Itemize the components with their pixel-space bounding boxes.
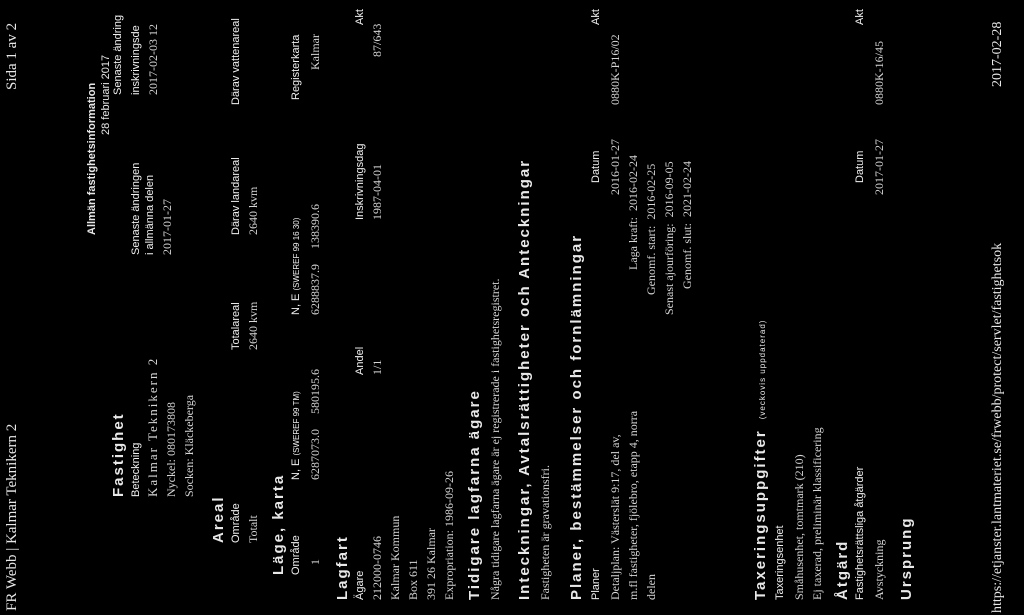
planer-datum-label: Datum	[590, 150, 602, 183]
registerkarta-label: Registerkarta	[290, 34, 302, 100]
nyckel-value: Nyckel: 080173808	[164, 402, 178, 497]
planer-line1: Detaljplan: Västerslät 9:17, del av,	[608, 434, 622, 600]
agare-orgnr: 212000-0746	[370, 536, 384, 600]
atgard-akt-value: 0880K-16/45	[872, 41, 886, 105]
planer-line2: m.fl fastigheter, fjölebro, etapp 4, norra	[626, 410, 640, 600]
senaste-andring-inskr-label2: inskrivningsde	[130, 25, 142, 95]
registerkarta-value: Kalmar	[308, 34, 322, 70]
senast-ajourforing: Senast ajourföring: 2016-09-05	[662, 161, 676, 315]
taxering-note: (veckovis uppdaterad)	[758, 319, 767, 420]
inteckningar-text: Fastigheten är gravationsfri.	[538, 465, 552, 600]
section-lage-title: Läge, karta	[270, 473, 287, 575]
section-lagfart-title: Lagfart	[334, 535, 351, 600]
agare-adress1: Box 611	[406, 559, 420, 600]
section-planer-title: Planer, bestämmelser och fornlämningar	[568, 233, 585, 600]
expropriation: Expropriation: 1986-09-26	[442, 471, 456, 600]
ne1-label	[290, 391, 302, 480]
planer-akt-label: Akt	[590, 9, 602, 25]
section-atgard-title: Åtgärd	[834, 539, 851, 600]
lage-omrade-label: Område	[290, 535, 302, 575]
lage-omrade-value: 1	[308, 559, 322, 565]
section-taxering-header	[752, 320, 770, 600]
info-title: Allmän fastighetsinformation	[86, 82, 98, 235]
atgard-value: Avstyckning	[872, 539, 886, 600]
tidigare-text: Några tidigare lagfarna ägare är ej registrerade i fastighetsregistret.	[488, 278, 502, 600]
laga-kraft: Laga kraft: 2016-02-24	[626, 155, 640, 270]
andel-value: 1/1	[370, 359, 384, 375]
agare-label: Ägare	[354, 570, 366, 600]
senaste-andring-allm-label: Senaste ändringen	[130, 162, 142, 255]
areal-omrade-label: Område	[230, 503, 242, 543]
socken-value: Socken: Kläckeberga	[182, 394, 196, 497]
ne1-label-sub: (SWEREF 99 TM)	[292, 391, 301, 456]
ne1-label-text: N, E	[290, 458, 302, 480]
footer-url: https://etjanster.lantmateriet.se/frwebb/protect/servlet/fastighetsok	[990, 242, 1005, 613]
taxering-line2: Ej taxerad, preliminär klassificering	[810, 427, 824, 600]
agare-namn: Kalmar Kommun	[388, 515, 402, 600]
areal-omrade-value: Totalt	[246, 515, 260, 543]
totalareal-value: 2640 kvm	[246, 301, 260, 350]
landareal-label: Därav landareal	[230, 157, 242, 235]
planer-datum1: 2016-01-27	[608, 139, 622, 195]
landareal-value: 2640 kvm	[246, 186, 260, 235]
senaste-andring-allm-label2: i allmänna delen	[144, 174, 156, 255]
section-tidigare-title: Tidigare lagfarna ägare	[466, 389, 483, 600]
info-date: 28 februari 2017	[100, 54, 112, 135]
atgard-datum-label: Datum	[854, 150, 866, 183]
lagfart-akt-value: 87/643	[370, 23, 384, 57]
andel-label: Andel	[354, 346, 366, 375]
atgard-akt-label: Akt	[854, 9, 866, 25]
footer-date: 2017-02-28	[990, 21, 1005, 87]
lagfart-akt-label: Akt	[354, 9, 366, 25]
planer-akt1: 0880K-P16/02	[608, 34, 622, 105]
atgard-datum-value: 2017-01-27	[872, 139, 886, 195]
beteckning-label: Beteckning	[130, 442, 142, 497]
senaste-andring-inskr-value: 2017-02-03 12	[146, 24, 160, 95]
planer-label: Planer	[590, 568, 602, 600]
ne2-value: 6288837.9 138390.6	[308, 204, 322, 315]
agare-adress2: 391 26 Kalmar	[424, 528, 438, 600]
ne1-value: 6287073.0 580195.6	[308, 369, 322, 480]
planer-line3: delen	[644, 574, 658, 600]
taxeringsenhet-label: Taxeringsenhet	[774, 525, 786, 600]
senaste-andring-inskr-label: Senaste ändring	[112, 14, 124, 95]
page-header-title: FR Webb | Kalmar Teknikern 2	[4, 423, 20, 611]
genomf-start: Genomf. start: 2016-02-25	[644, 163, 658, 295]
vattenareal-label: Därav vattenareal	[230, 18, 242, 105]
ne2-label-text: N, E	[290, 293, 302, 315]
atgard-label: Fastighetsrättsliga åtgärder	[854, 466, 866, 600]
genomf-slut: Genomf. slut: 2021-02-24	[680, 161, 694, 289]
section-ursprung-title: Ursprung	[898, 516, 915, 600]
beteckning-value: Kalmar Teknikern 2	[145, 356, 160, 497]
section-taxering-title: Taxeringsuppgifter	[752, 429, 769, 600]
ne2-label-sub: (SWEREF 99 16 30)	[292, 217, 301, 291]
section-inteckningar-title: Inteckningar, Avtalsrättigheter och Anteckningar	[516, 158, 533, 600]
ne2-label	[290, 218, 302, 315]
totalareal-label: Totalareal	[230, 302, 242, 350]
inskrivningsdag-value: 1987-04-01	[370, 164, 384, 220]
section-areal-title: Areal	[210, 495, 227, 543]
taxering-line1: Småhusenhet, tomtmark (210)	[792, 454, 806, 600]
senaste-andring-allm-value: 2017-01-27	[160, 199, 174, 255]
section-fastighet-title: Fastighet	[110, 412, 127, 497]
inskrivningsdag-label: Inskrivningsdag	[354, 143, 366, 220]
page-number: Sida 1 av 2	[4, 22, 20, 90]
